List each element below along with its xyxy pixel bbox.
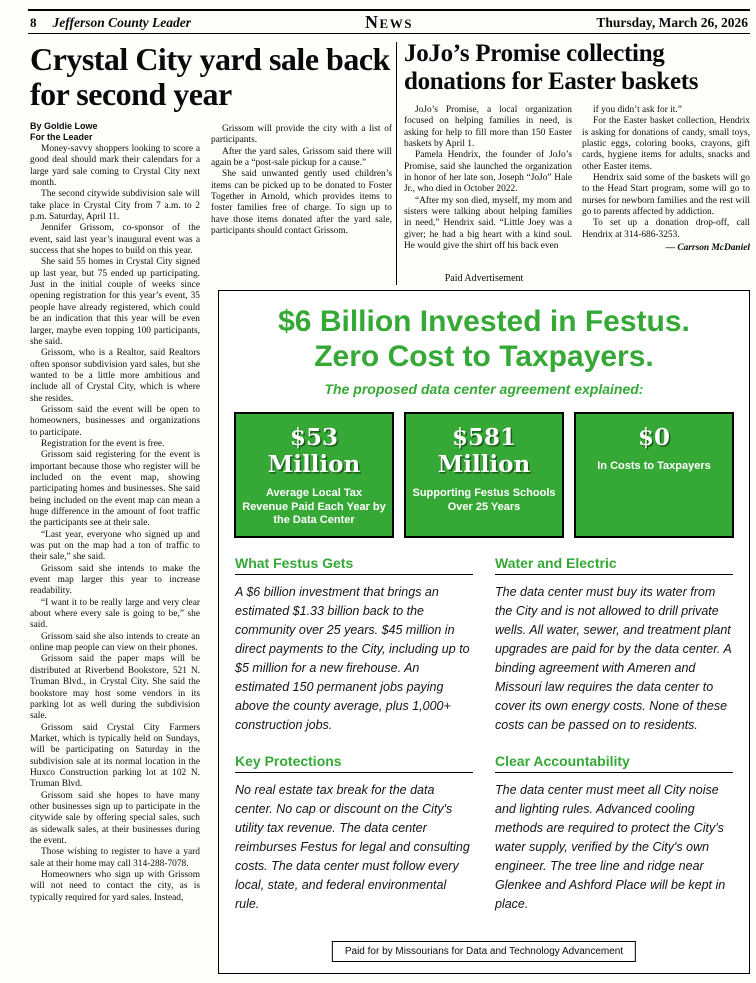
paragraph: “Last year, everyone who signed up and was put on the map had a ton of traffic to their sale,” she said. bbox=[30, 529, 200, 563]
advertisement bbox=[218, 290, 750, 974]
article-attribution: — Carrson McDaniel bbox=[665, 243, 750, 254]
ad-section-body: No real estate tax break for the data center. No cap or discount on the City's utility tax revenue. The data center reimburses Festus for legal and consulting costs. The data center must follow every local, state, and federal environmental rule. bbox=[235, 782, 470, 911]
paragraph: Grissom said registering for the event is important because those who register will be included on the event map, showing participating homes and businesses. She said being included on the event map can mean a huge difference in the amount of foot traffic the participants see at their sale. bbox=[30, 450, 200, 529]
paragraph: Pamela Hendrix, the founder of JoJo’s Promise, said she launched the organization in honor of her late son, Joseph “JoJo” Hale Jr., who died in October 2022. bbox=[404, 150, 572, 195]
stat-box-schools bbox=[404, 412, 564, 538]
masthead bbox=[28, 9, 750, 34]
ad-section-title: Key Protections bbox=[235, 753, 473, 773]
paragraph: The second citywide subdivision sale will take place in Crystal City from 7 a.m. to 2 p.m. Saturday, April 11. bbox=[30, 189, 200, 223]
ad-section-key-protections bbox=[235, 753, 473, 914]
stat-caption: Average Local Tax Revenue Paid Each Year by the Data Center bbox=[242, 487, 386, 526]
paragraph: Grissom, who is a Realtor, said Realtors often sponsor subdivision yard sales, but she wanted to be a little more ambitious and include all of Crystal City, which is where she resides. bbox=[30, 348, 200, 404]
paragraph: Grissom said she also intends to create an online map people can view on their phones. bbox=[30, 631, 200, 654]
paragraph: She said unwanted gently used children’s items can be picked up to be donated to Foster Together in Arnold, which provides items to foster families free of charge. To sign up to have those items donated after the yard sale, participants should contact Grissom. bbox=[211, 169, 392, 237]
ad-section-title: Clear Accountability bbox=[495, 753, 733, 773]
paragraph: “After my son died, myself, my mom and sisters were talking about helping families in need,” Hendrix said. “Little Joey was a giver; he had a big heart with a kind soul. He would give the shirt off his back even bbox=[404, 195, 572, 252]
ad-section-body: The data center must buy its water from the City and is not allowed to drill private wells. All water, sewer, and treatment plant upgrades are paid for by the data center. A binding agreement with Ameren and Missouri law requires the data center to cover its own energy costs. None of these costs can be passed on to residents. bbox=[495, 584, 732, 732]
left-article-byline bbox=[30, 121, 98, 142]
ad-stat-row bbox=[219, 412, 749, 538]
stat-box-local-tax bbox=[234, 412, 394, 538]
ad-section-title: What Festus Gets bbox=[235, 555, 473, 575]
ad-sponsor-footer: Paid for by Missourians for Data and Technology Advancement bbox=[332, 941, 636, 962]
left-article-column-2 bbox=[211, 124, 392, 276]
stat-value: $0 bbox=[637, 424, 670, 451]
paragraph: Hendrix said some of the baskets will go to the Head Start program, some will go to nurses for newborn families and the rest will go to parents affected by addiction. bbox=[582, 173, 750, 218]
paragraph: Money-savvy shoppers looking to score a good deal should mark their calendars for a large yard sale coming to Crystal City next month. bbox=[30, 144, 200, 189]
masthead-row bbox=[28, 11, 750, 33]
page-number: 8 bbox=[30, 15, 37, 30]
paragraph: Grissom said the event will be open to homeowners, businesses and organizations to participate. bbox=[30, 404, 200, 438]
right-article-column-2 bbox=[582, 105, 750, 285]
paragraph: Jennifer Grissom, co-sponsor of the event, said last year’s inaugural event was a success that she hopes to build on this year. bbox=[30, 223, 200, 257]
ad-subheadline: The proposed data center agreement explained: bbox=[324, 381, 644, 397]
ad-section-what-festus-gets bbox=[235, 555, 473, 735]
right-article-column-2-text bbox=[582, 105, 750, 241]
paid-advertisement-label: Paid Advertisement bbox=[444, 273, 524, 284]
stat-caption: In Costs to Taxpayers bbox=[597, 460, 711, 472]
ad-section-clear-accountability bbox=[495, 753, 733, 914]
issue-date: Thursday, March 26, 2026 bbox=[596, 15, 748, 30]
ad-headline-line2: Zero Cost to Taxpayers. bbox=[314, 340, 654, 373]
ad-sections bbox=[219, 555, 749, 914]
paragraph: Those wishing to register to have a yard sale at their home may call 314-288-7078. bbox=[30, 847, 200, 869]
paragraph: “I want it to be really large and very clear about where every sale is going to be,” she said. bbox=[30, 597, 200, 631]
publication-name: Jefferson County Leader bbox=[52, 15, 191, 30]
paragraph: She said 55 homes in Crystal City signed up last year, but 75 ended up participating. Just in the initial couple of weeks since opening registration for this year’s event, 35 people have already registered, which could be an indication that this year will be even larger, maybe even topping 100 participants, she said. bbox=[30, 257, 200, 347]
byline-author: By Goldie Lowe bbox=[30, 121, 98, 131]
paragraph: To set up a donation drop-off, call Hendrix at 314-686-3253. bbox=[582, 218, 750, 240]
right-article-column-1 bbox=[404, 105, 572, 277]
section-title: News bbox=[365, 12, 413, 32]
paragraph: Grissom said the paper maps will be distributed at Riverbend Bookstore, 521 N. Truman Blvd., in Crystal City. She said the bookstore may host some vendors in its parking lot as well during the subdivision sale. bbox=[30, 654, 200, 722]
paragraph: Grissom will provide the city with a list of participants. bbox=[211, 124, 392, 146]
stat-value: $53 Million bbox=[267, 424, 361, 478]
stat-box-taxpayer-cost bbox=[574, 412, 734, 538]
paragraph: if you didn’t ask for it.” bbox=[593, 105, 682, 115]
ad-headline bbox=[219, 304, 749, 374]
ad-section-title: Water and Electric bbox=[495, 555, 733, 575]
ad-section-water-and-electric bbox=[495, 555, 733, 735]
paragraph: Grissom said she hopes to have many other businesses sign up to participate in the citywide sale by offering special sales, such as sidewalk sales, at their businesses during the event. bbox=[30, 790, 200, 846]
paragraph: Grissom said she intends to make the event map larger this year to increase readability. bbox=[30, 563, 200, 597]
paragraph: After the yard sales, Grissom said there will again be a “post-sale pickup for a cause.” bbox=[211, 146, 392, 169]
ad-section-body: The data center must meet all City noise and lighting rules. Advanced cooling methods are required to protect the City's water supply, verified by the City's own engineer. The tree line and ridge near Glenkee and Ashford Place will be kept in place. bbox=[495, 782, 726, 911]
left-article-headline: Crystal City yard sale back for second year bbox=[30, 41, 390, 112]
stat-value: $581 Million bbox=[437, 424, 531, 478]
byline-credit: For the Leader bbox=[30, 131, 93, 142]
paragraph: Grissom said Crystal City Farmers Market, which is typically held on Sundays, will be participating on Saturday in the subdivision sale at its normal location in the Huxco Construction parking lot at 102 N. Truman Blvd. bbox=[30, 722, 200, 790]
paragraph: For the Easter basket collection, Hendrix is asking for donations of candy, small toys, plastic eggs, coloring books, crayons, gift cards, hygiene items for adults, snacks and other Easter items. bbox=[582, 116, 750, 172]
column-divider-rule bbox=[396, 42, 397, 285]
paragraph: Homeowners who sign up with Grissom will not need to contact the city, as is typically required for yard sales. Instead, bbox=[30, 870, 200, 903]
ad-headline-line1: $6 Billion Invested in Festus. bbox=[278, 305, 690, 338]
right-article-headline: JoJo’s Promise collecting donations for Easter baskets bbox=[404, 40, 699, 95]
ad-section-body: A $6 billion investment that brings an estimated $1.33 billion back to the community over 25 years. $45 million in direct payments to the City, including up to $5 million for a new firehouse. An estimated 150 permanent jobs paying above the county average, plus 1,000+ construction jobs. bbox=[235, 584, 470, 732]
stat-caption: Supporting Festus Schools Over 25 Years bbox=[412, 487, 556, 513]
paragraph: Registration for the event is free. bbox=[41, 438, 165, 449]
paragraph: JoJo’s Promise, a local organization focused on helping families in need, is asking for help to fill more than 150 Easter baskets by April 1. bbox=[404, 105, 572, 150]
left-article-column-1 bbox=[30, 144, 200, 977]
